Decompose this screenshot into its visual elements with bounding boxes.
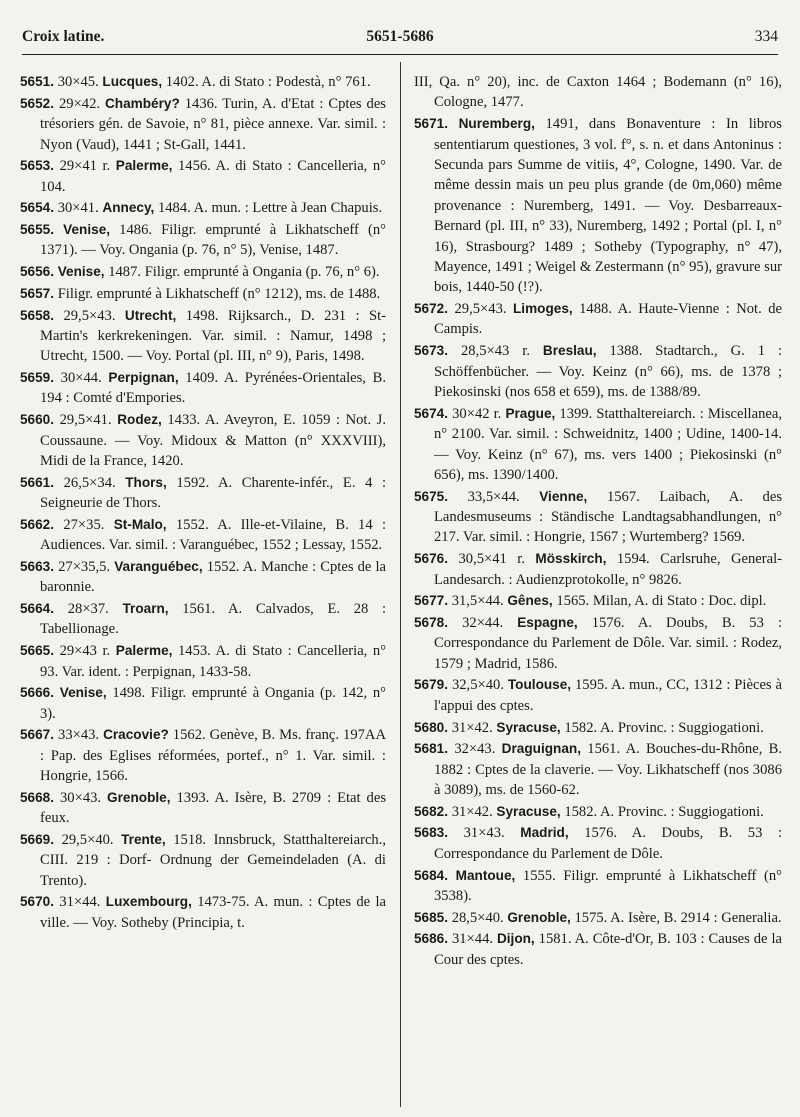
entry-number: 5682. [414, 803, 449, 819]
entry-details: 1567. Laibach, A. des Landesmuseums : Ständische Landtagsabhandlungen, n° 217. Var. simil. : Hongrie, 1567 ; Wurtemberg? 1569. [434, 488, 783, 546]
entry-dimensions: 32,5×40. [451, 677, 504, 694]
entry-place: Cracovie? [103, 727, 169, 743]
entry-details: 1595. A. mun., CC, 1312 : Pièces à l'appui des cptes. [434, 677, 782, 714]
entry-dimensions: 31,5×44. [451, 593, 504, 610]
entry-details: 1393. A. Isère, B. 2709 : Etat des feux. [40, 789, 386, 827]
catalog-entry [20, 306, 386, 367]
entry-details: 1402. A. di Stato : Podestà, n° 761. [165, 74, 371, 90]
entry-dimensions: 28,5×40. [451, 909, 504, 926]
left-column [20, 72, 386, 935]
entry-details: 1575. A. Isère, B. 2914 : Generalia. [574, 909, 782, 926]
entry-place: Trente, [121, 831, 166, 847]
entry-number: 5661. [20, 474, 55, 490]
entry-number: 5657. [20, 285, 55, 301]
entry-dimensions: 29,5×43. [63, 307, 116, 324]
entry-number: 5677. [414, 593, 449, 609]
entry-details: 1576. A. Doubs, B. 53 : Correspondance du Parlement de Dôle. Var. simil. : Rodez, 1579 ; Madrid, 1586. [434, 614, 783, 672]
catalog-entry [20, 72, 386, 92]
section-title: Croix latine. [22, 28, 105, 45]
entry-place: Venise, [63, 222, 111, 238]
entry-details: 1582. A. Provinc. : Suggiogationi. [564, 803, 764, 820]
entry-number: 5664. [20, 601, 55, 617]
entry-number: 5667. [20, 727, 55, 743]
entry-details: 1565. Milan, A. di Stato : Doc. dipl. [556, 593, 767, 610]
entry-details: 1453. A. di Stato : Cancelleria, n° 93. Var. ident. : Perpignan, 1433-58. [40, 643, 386, 680]
catalog-entry [20, 368, 386, 409]
catalog-entry [20, 725, 386, 786]
entry-details: 1388. Stadtarch., G. 1 : Schöffenbücher. — Voy. Keinz (n° 66), ms. de 1378 ; Piekosinski (nos 658 et 659), ms. de 1388/89. [434, 343, 782, 400]
entry-details: III, Qa. n° 20), inc. de Caxton 1464 ; Bodemann (n° 16), Cologne, 1477. [414, 74, 782, 111]
catalog-entry [20, 599, 386, 640]
page-header [22, 22, 778, 52]
entry-number: 5656. [20, 264, 55, 280]
catalog-entry [414, 675, 782, 716]
entry-number: 5676. [414, 551, 449, 567]
entry-place: Dijon, [496, 931, 535, 947]
catalog-entry [20, 892, 386, 933]
catalog-entry [20, 788, 386, 829]
entry-details: 1484. A. mun. : Lettre à Jean Chapuis. [157, 200, 383, 217]
entry-place: Palerme, [115, 643, 173, 659]
entry-number: 5655. [20, 222, 55, 238]
catalog-entry [20, 557, 386, 598]
entry-place: Vienne, [539, 488, 588, 504]
entry-details: 1436. Turin, A. d'Etat : Cptes des trésoriers gén. de Savoie, n° 81, pièce annexe. Var. simil. : Nyon (Vaud), 1441 ; St-Gall, 1441. [40, 95, 386, 153]
entry-dimensions: 30×44. [60, 370, 102, 387]
entry-details: 1592. A. Charente-infér., E. 4 : Seigneurie de Thors. [40, 474, 387, 512]
entry-number: 5672. [414, 301, 449, 317]
catalog-entry [414, 929, 782, 970]
entry-dimensions: 30×41. [57, 200, 99, 217]
catalog-entry [414, 114, 782, 298]
catalog-entry [414, 72, 782, 113]
entry-place: Venise, [59, 685, 107, 701]
entry-dimensions: 32×44. [462, 614, 504, 631]
entry-place: Toulouse, [507, 677, 572, 693]
entry-number: 5678. [414, 614, 449, 630]
entry-dimensions: 32×43. [454, 741, 496, 758]
entry-place: Mösskirch, [535, 551, 607, 567]
entry-details: 1473-75. A. mun. : Cptes de la ville. — Voy. Sotheby (Principia, t. [40, 894, 386, 931]
entry-dimensions: 29×42. [58, 95, 101, 112]
entry-place: Venise, [57, 264, 105, 280]
catalog-entry [414, 739, 782, 800]
entry-details: 1399. Statthaltereiarch. : Miscellanea, n° 2100. Var. simil. : Schweidnitz, 1400 ; Udine, 1400-14. — Voy. Keinz (n° 67), ms. vers 1400 ; Piekosinski (n° 656), ms. 1390/1400. [434, 405, 782, 483]
entry-number: 5680. [414, 719, 449, 735]
entry-number: 5659. [20, 370, 55, 386]
catalog-entry [414, 299, 782, 340]
entry-place: Varanguébec, [114, 558, 203, 574]
entry-number: 5658. [20, 307, 55, 323]
catalog-entry [20, 262, 386, 282]
catalog-entry [414, 404, 782, 486]
entry-number: 5653. [20, 158, 55, 174]
entry-place: Nuremberg, [458, 116, 535, 132]
catalog-entry [414, 823, 782, 864]
entry-place: Espagne, [517, 614, 578, 630]
entry-dimensions: 31×43. [463, 825, 505, 842]
entry-place: Troarn, [122, 601, 169, 617]
entry-dimensions: 30×43. [60, 789, 102, 806]
catalog-entry [414, 591, 782, 611]
catalog-entry [414, 487, 782, 548]
entry-dimensions: 31×42. [451, 803, 493, 820]
entry-number: 5652. [20, 95, 55, 111]
catalog-entry [414, 613, 782, 674]
catalog-entry [20, 198, 386, 218]
page-number: 334 [754, 28, 778, 45]
catalog-entry [20, 410, 386, 471]
entry-number: 5651. [20, 74, 55, 89]
catalog-entry [20, 220, 386, 261]
entry-dimensions: 33,5×44. [467, 488, 520, 505]
entry-place: Prague, [505, 405, 556, 421]
entry-details: 1456. A. di Stato : Cancelleria, n° 104. [40, 158, 386, 195]
catalog-entry [20, 94, 386, 155]
entry-place: Thors, [125, 474, 167, 490]
entry-dimensions: 27×35. [63, 516, 105, 533]
entry-place: Syracuse, [496, 803, 561, 819]
entry-number: 5665. [20, 643, 55, 659]
entry-number: 5684. [414, 867, 449, 883]
entry-number: 5654. [20, 200, 55, 216]
entry-place: Rodez, [117, 412, 162, 428]
entry-place: Gênes, [507, 593, 553, 609]
entry-details: Filigr. emprunté à Likhatscheff (n° 1212), ms. de 1488. [57, 285, 381, 302]
entry-place: St-Malo, [113, 516, 167, 532]
catalog-entry [414, 718, 782, 738]
entry-number: 5685. [414, 909, 449, 925]
entry-dimensions: 30×42 r. [452, 405, 502, 422]
catalog-entry [414, 549, 782, 590]
catalog-entry [414, 866, 782, 907]
entry-place: Grenoble, [507, 909, 571, 925]
catalog-entry [414, 802, 782, 822]
entry-number: 5674. [414, 405, 449, 421]
entry-number: 5670. [20, 894, 55, 910]
right-column [414, 72, 782, 972]
entry-details: 1498. Rijksarch., D. 231 : St-Martin's kerkrekeningen. Var. simil. : Namur, 1498 ; Utrecht, 1500. — Voy. Portal (pl. III, n° 9), Paris, 1498. [40, 307, 386, 365]
entry-details: 1552. A. Manche : Cptes de la baronnie. [40, 558, 386, 596]
entry-details: 1409. A. Pyrénées-Orientales, B. 194 : Comté d'Empories. [40, 370, 386, 407]
entry-place: Draguignan, [501, 741, 581, 757]
entry-place: Perpignan, [108, 370, 179, 386]
entry-details: 1582. A. Provinc. : Suggiogationi. [564, 719, 764, 736]
catalog-entry [20, 830, 386, 891]
column-divider [400, 62, 401, 1107]
entry-place: Chambéry? [104, 95, 180, 111]
entry-details: 1518. Innsbruck, Statthaltereiarch., CIII. 219 : Dorf- Ordnung der Gemeindeladen (A. di Trento). [40, 831, 387, 889]
entry-number: 5668. [20, 789, 55, 805]
entry-dimensions: 29×43 r. [59, 643, 111, 660]
entry-range: 5651-5686 [366, 28, 434, 45]
entry-details: 1491, dans Bonaventure : In libros sententiarum questiones, 3 vol. f°, s. n. et dans Antoninus : Secunda pars Summe de vitiis, 4°, Cologne, 1490. Var. de même dessin mais un peu plus grande (de 0m,060) même provenance : Nuremberg, 1491. — Voy. Desbarreaux-Bernard (pl. III, n° 33), Nuremberg, 1492 ; Portal (pl. I, n° 16), Strasbourg? 1489 ; Sotheby (Typography, n° 47), Mayence, 1491 ; Weigel & Zestermann (n° 95), gravure sur bois, 1440-50 (!?). [434, 116, 782, 296]
entry-dimensions: 27×35,5. [58, 558, 111, 575]
entry-place: Breslau, [542, 343, 597, 359]
entry-dimensions: 29,5×43. [454, 301, 507, 318]
entry-number: 5675. [414, 488, 449, 504]
entry-dimensions: 30,5×41 r. [458, 551, 525, 568]
entry-details: 1487. Filigr. emprunté à Ongania (p. 76, n° 6). [108, 264, 380, 281]
catalog-entry [414, 341, 782, 402]
entry-place: Mantoue, [455, 867, 516, 883]
entry-details: 1561. A. Calvados, E. 28 : Tabellionage. [40, 601, 387, 638]
entry-dimensions: 33×43. [58, 727, 100, 744]
entry-dimensions: 31×42. [451, 719, 493, 736]
entry-place: Palerme, [115, 158, 173, 174]
entry-details: 1486. Filigr. emprunté à Likhatscheff (n° 1371). — Voy. Ongania (p. 76, n° 5), Venise, 1487. [40, 222, 387, 259]
entry-place: Grenoble, [107, 789, 171, 805]
entry-number: 5662. [20, 516, 55, 532]
entry-dimensions: 30×45. [57, 74, 99, 90]
entry-number: 5660. [20, 412, 55, 428]
entry-details: 1552. A. Ille-et-Vilaine, B. 14 : Audiences. Var. simil. : Varanguébec, 1552 ; Lessay, 1552. [40, 516, 386, 554]
entry-dimensions: 31×44. [59, 894, 101, 911]
entry-number: 5686. [414, 931, 449, 947]
catalog-entry [20, 641, 386, 682]
entry-place: Limoges, [512, 301, 573, 317]
entry-number: 5663. [20, 558, 55, 574]
entry-details: 1498. Filigr. emprunté à Ongania (p. 142, n° 3). [40, 685, 386, 722]
entry-place: Luxembourg, [105, 894, 192, 910]
entry-place: Lucques, [102, 74, 163, 89]
entry-details: 1562. Genève, B. Ms. franç. 197AA : Pap. des Eglises réformées, portef., n° 1. Var. simil. : Hongrie, 1566. [40, 727, 386, 785]
catalog-entry [20, 473, 386, 514]
entry-details: 1594. Carlsruhe, General- Landesarch. : Audienzprotokolle, n° 9826. [434, 551, 782, 588]
entry-dimensions: 26,5×34. [63, 474, 116, 491]
entry-details: 1581. A. Côte-d'Or, B. 103 : Causes de la Cour des cptes. [434, 931, 782, 968]
catalog-entry [414, 908, 782, 928]
entry-dimensions: 28×37. [67, 601, 109, 618]
header-rule [22, 54, 778, 55]
catalog-entry [20, 284, 386, 304]
entry-details: 1555. Filigr. emprunté à Likhatscheff (n° 3538). [434, 867, 782, 904]
entry-dimensions: 29×41 r. [59, 158, 111, 175]
entry-number: 5666. [20, 685, 55, 701]
entry-details: 1433. A. Aveyron, E. 1059 : Not. J. Coussaune. — Voy. Midoux & Matton (n° XXXVIII), Midi de la France, 1420. [40, 412, 387, 469]
entry-details: 1576. A. Doubs, B. 53 : Correspondance du Parlement de Dôle. [434, 825, 783, 862]
entry-number: 5681. [414, 741, 449, 757]
entry-dimensions: 31×44. [451, 931, 494, 948]
entry-place: Utrecht, [124, 307, 177, 323]
entry-number: 5679. [414, 677, 449, 693]
entry-number: 5683. [414, 825, 449, 841]
entry-dimensions: 29,5×40. [61, 831, 114, 848]
entry-dimensions: 29,5×41. [59, 412, 112, 429]
entry-number: 5671. [414, 116, 449, 132]
entry-number: 5673. [414, 343, 449, 359]
entry-place: Madrid, [520, 825, 569, 841]
entry-dimensions: 28,5×43 r. [460, 343, 530, 360]
entry-details: 1561. A. Bouches-du-Rhône, B. 1882 : Cptes de la claverie. — Voy. Likhatscheff (nos 3086 à 3089), ms. de 1560-62. [434, 741, 783, 799]
entry-details: 1488. A. Haute-Vienne : Not. de Campis. [434, 301, 782, 338]
catalog-entry [20, 156, 386, 197]
entry-place: Syracuse, [496, 719, 561, 735]
catalog-entry [20, 515, 386, 556]
catalog-entry [20, 683, 386, 724]
entry-number: 5669. [20, 831, 55, 847]
entry-place: Annecy, [102, 200, 155, 216]
